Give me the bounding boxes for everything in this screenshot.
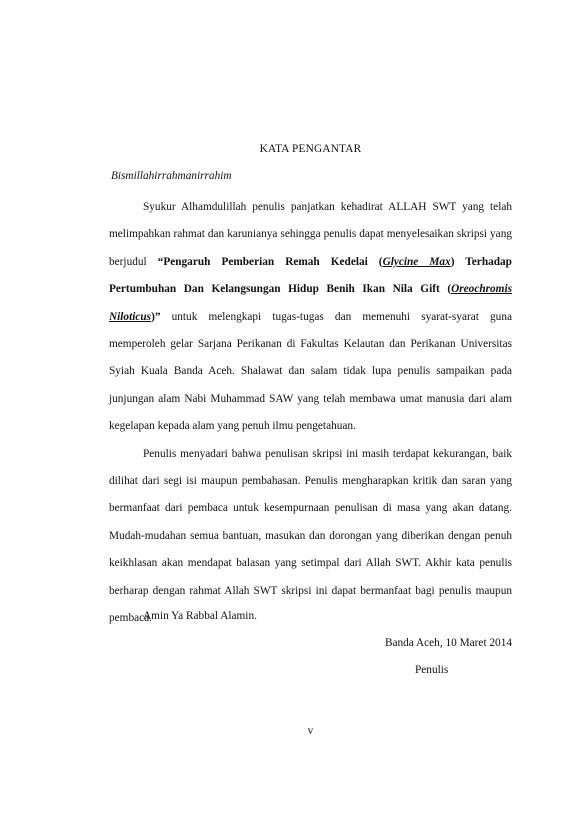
scientific-name-glycine: Glycine Max xyxy=(382,255,451,268)
closing-prayer: Amin Ya Rabbal Alamin. xyxy=(143,610,257,622)
place-date: Banda Aceh, 10 Maret 2014 xyxy=(384,637,512,649)
paragraph-intro: Syukur Alhamdulillah penulis panjatkan kehadirat ALLAH SWT yang telah melimpahkan rahmat dan karunianya sehingga penulis dapat menyelesaikan skripsi yang berjudul xyxy=(109,201,512,268)
paragraph-acknowledgement xyxy=(109,194,512,441)
body-text xyxy=(109,176,512,633)
thesis-title-part2: ) Terhadap Pertumbuhan Dan Kelangsungan Hidup Benih Ikan Nila Gift ( xyxy=(109,255,512,296)
page-title: KATA PENGANTAR xyxy=(259,143,362,155)
paragraph-rest: untuk melengkapi tugas-tugas dan memenuhi syarat-syarat guna memperoleh gelar Sarjana Perikanan di Fakultas Kelautan dan Perikanan Universitas Syiah Kuala Banda Aceh. Shalawat dan salam tidak lupa penulis sampaikan pada junjungan alam Nabi Muhammad SAW yang telah membawa umat manusia dari alam kegelapan kepada alam yang penuh ilmu pengetahuan. xyxy=(109,310,512,433)
thesis-title-part1: “Pengaruh Pemberian Remah Kedelai ( xyxy=(157,255,383,268)
signer: Penulis xyxy=(415,664,449,676)
paragraph-humility: Penulis menyadari bahwa penulisan skripsi ini masih terdapat kekurangan, baik dilihat dari segi isi maupun pembahasan. Penulis mengharapkan kritik dan saran yang bermanfaat dari pembaca untuk kesempurnaan penulisan di masa yang akan datang. Mudah-mudahan semua bantuan, masukan dan dorongan yang diberikan dengan penuh keikhlasan akan mendapat balasan yang setimpal dari Allah SWT. Akhir kata penulis berharap dengan rahmat Allah SWT skripsi ini dapat bermanfaat bagi penulis maupun pembaca. xyxy=(109,447,512,625)
salutation: Bismillahirrahmanirrahim xyxy=(111,170,232,182)
thesis-title-close: )” xyxy=(151,310,161,323)
scientific-name-oreochromis: Oreochromis Niloticus xyxy=(109,283,512,323)
page-number: v xyxy=(307,725,314,737)
